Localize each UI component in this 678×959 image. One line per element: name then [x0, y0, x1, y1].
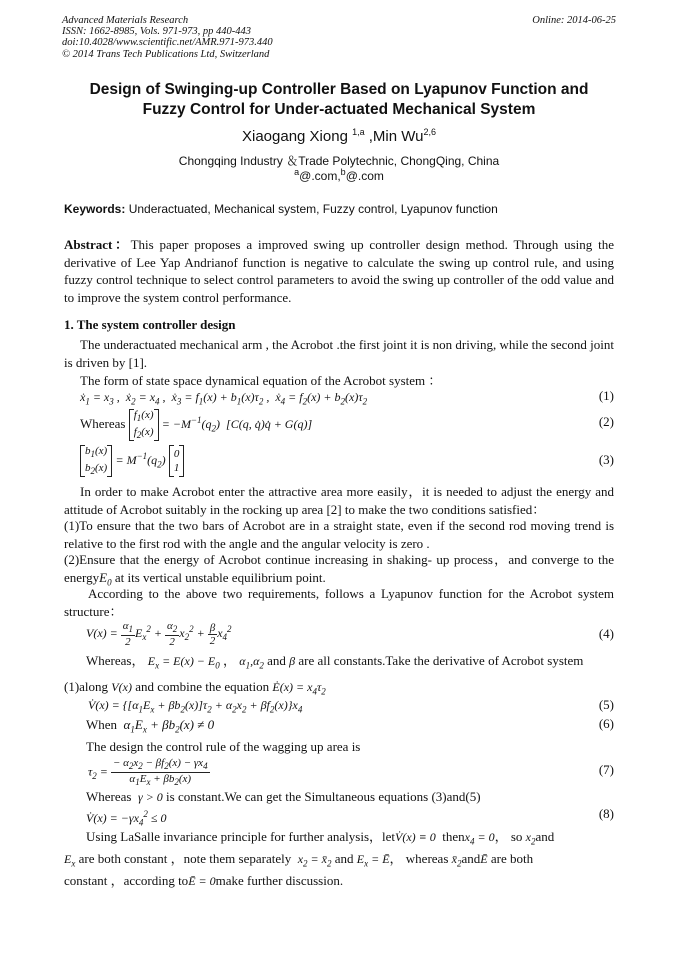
- doi: doi:10.4028/www.scientific.net/AMR.971-973.440: [62, 37, 273, 49]
- p6-text: and combine the equation: [135, 679, 270, 694]
- equation-number-8: (8): [598, 806, 614, 821]
- email-a: @.com,: [299, 169, 341, 183]
- p11-tail: make further discussion.: [215, 873, 344, 888]
- p9-text: Using LaSalle invariance principle for further analysis，let: [86, 829, 396, 844]
- equation-8: V̇(x) = $-\gamma x_4^2 \le 0$: [86, 809, 167, 828]
- p8-whereas: Whereas: [86, 789, 132, 804]
- abstract-label: Abstract：: [64, 237, 131, 252]
- keywords-label: Keywords:: [64, 202, 126, 216]
- abstract: [64, 236, 614, 306]
- equation-7: $\tau_2$ = $\frac{- \alpha_2x_2 - \beta f_2(x) - \gamma x_4}{\alpha_1E_x + \beta b_2(x)}$: [88, 757, 208, 788]
- right-bracket: [154, 409, 159, 441]
- paragraph-8: Whereas γ > 0 is constant.We can get the Simultaneous equations (3)and(5): [86, 789, 481, 804]
- right-bracket: [179, 445, 184, 477]
- title-line-2: Fuzzy Control for Under-actuated Mechanical System: [142, 101, 536, 118]
- condition-2-text: (2)Ensure that the energy of Acrobot continue increasing in shaking- up process，and converge to the energy: [64, 552, 614, 585]
- condition-2: (2)Ensure that the energy of Acrobot continue increasing in shaking- up process，and converge to the energyE$_0$ at its vertical unstable equilibrium point.: [64, 552, 614, 588]
- f-vector: $f_1(x)$ $f_2(x)$: [133, 409, 154, 441]
- paragraph-1: The underactuated mechanical arm , the Acrobot .the first joint it is non driving, while the second joint is driven by [1].: [64, 337, 614, 370]
- online-date: Online: 2014-06-25: [532, 15, 616, 26]
- p5-whereas: Whereas，: [86, 653, 145, 668]
- p10-both: are both: [490, 851, 534, 866]
- affiliation: Chongqing Industry ＆Trade Polytechnic, ChongQing, China: [178, 154, 500, 168]
- equation-4: V(x) = $\frac{\alpha_1}{2}$ $E_x^2$ + $\frac{\alpha_2}{2}$ $x_2^2$ + $\frac{\beta}{2}$ $x_4^2$: [86, 620, 232, 649]
- unit-vector: 0 1: [173, 448, 180, 475]
- keywords-text: Underactuated, Mechanical system, Fuzzy control, Lyapunov function: [125, 202, 498, 216]
- author-1-affil: 1,a: [352, 127, 365, 137]
- equation-number-1: (1): [598, 388, 614, 403]
- paragraph-4: According to the above two requirements, follows a Lyapunov function for the Acrobot system structure：: [64, 586, 614, 619]
- p11-text: constant ，according to: [64, 873, 189, 888]
- paragraph-2: The form of state space dynamical equation of the Acrobot system ：: [80, 373, 442, 388]
- equation-5: V̇(x) = $\{[\alpha_1E_x + \beta b_2(x)]\tau_2 + \alpha_2x_2 + \beta f_2(x)\}x_4$: [88, 698, 303, 715]
- p10-text: are both constant ，note them separately: [78, 851, 292, 866]
- equation-1: ẋ$_1$ = $x_3$ , ẋ$_2$ = $x_4$ , ẋ$_3$ = $f_1(x) + b_1(x)\tau_2$ , ẋ$_4$ = $f_2(x) + b_2(x)\tau_2$: [80, 390, 368, 407]
- journal-name: Advanced Materials Research: [62, 15, 189, 26]
- email-a-mark: a: [294, 167, 300, 177]
- equation-6: When $\alpha_1E_x + \beta b_2(x) \ne 0$: [86, 717, 215, 735]
- p8-text: is constant.We can get the Simultaneous equations (3)and(5): [166, 789, 481, 804]
- author-sep: ,Min Wu: [364, 128, 424, 145]
- issn: ISSN: 1662-8985, Vols. 971-973, pp 440-443: [62, 26, 251, 38]
- b-vector: $b_1(x)$ $b_2(x)$: [85, 445, 108, 477]
- keywords: [64, 202, 498, 216]
- copyright: © 2014 Trans Tech Publications Ltd, Switzerland: [62, 48, 270, 60]
- equation-number-3: (3): [598, 452, 614, 467]
- paragraph-11: constant ，according toĒ = 0make further discussion.: [64, 873, 344, 888]
- author-1: Xiaogang Xiong: [241, 128, 353, 145]
- p9-so: ， so: [494, 829, 523, 844]
- equation-3: $b_1(x)$ $b_2(x) = M^{-1}(q_2)$ 0 1: [80, 444, 630, 478]
- paragraph-6: (1)along V(x) and combine the equation Ė(x) = $x_4\tau_2$: [64, 679, 326, 697]
- paper-title: [60, 80, 618, 120]
- journal-header: [62, 15, 273, 60]
- equation-number-4: (4): [598, 626, 614, 641]
- p9-and: and: [535, 829, 555, 844]
- p5-and: and: [267, 653, 286, 668]
- when-label: When: [86, 717, 118, 732]
- email-b-mark: b: [340, 167, 346, 177]
- p10-and2: and: [461, 851, 481, 866]
- p10-and: and: [334, 851, 354, 866]
- p5-text: are all constants.Take the derivative of Acrobot system: [298, 653, 584, 668]
- authors: [0, 127, 678, 145]
- p10-whereas: ， whereas: [389, 851, 449, 866]
- email-line: [0, 167, 678, 183]
- abstract-text: This paper proposes a improved swing up controller design method. Through using the derivative of Lee Yap Andrianof function is negative to calculate the swing up control rule, and using fuzzy control technique to select control parameters to avoid the swing up controller of the odd value and to improve the system control performance.: [64, 237, 614, 305]
- paragraph-10: $E_x$ are both constant ，note them separately $x_2$ = $x̄_2$ and $E_x$ = Ē， whereas $x̄_2andĒ$ are both: [64, 851, 534, 869]
- p9-then: then: [442, 829, 465, 844]
- equation-number-2: (2): [598, 414, 614, 429]
- paragraph-9: Using LaSalle invariance principle for further analysis，letV̇(x) ≡ 0 thenx$_4$ = 0， so $x_2and$: [86, 829, 555, 847]
- equation-number-5: (5): [598, 697, 614, 712]
- paragraph-3: In order to make Acrobot enter the attractive area more easily，it is needed to adjust the energy and attitude of Acrobot suitably in the rocking up area [2] to make the two conditions satisfied：: [64, 484, 614, 517]
- section-heading: 1. The system controller design: [64, 317, 236, 332]
- author-2-affil: 2,6: [423, 127, 437, 137]
- equation-2: Whereas $f_1(x)$ $f_2(x) = -M^{-1}(q_2)$ [C(q, q̇)q̇ + G(q)]: [80, 409, 313, 441]
- p6-along: (1)along: [64, 679, 109, 694]
- email-b: @.com: [345, 169, 384, 183]
- paragraph-7: The design the control rule of the wagging up area is: [86, 739, 361, 754]
- condition-1: (1)To ensure that the two bars of Acrobot are in a straight state, even if the second rod moving trend is relative to the first rod with the angle and the angular velocity is zero .: [64, 518, 614, 551]
- condition-2-tail: at its vertical unstable equilibrium point.: [111, 569, 326, 585]
- equation-number-6: (6): [598, 716, 614, 731]
- whereas-label: Whereas: [80, 416, 126, 432]
- paragraph-5: Whereas， $E_x = E(x) - E_0$ ， $\alpha_1,\alpha_2$ and β are all constants.Take the derivative of Acrobot system: [86, 653, 584, 671]
- equation-number-7: (7): [598, 762, 614, 777]
- title-line-1: Design of Swinging-up Controller Based on Lyapunov Function and: [89, 81, 589, 98]
- right-bracket: [107, 445, 112, 477]
